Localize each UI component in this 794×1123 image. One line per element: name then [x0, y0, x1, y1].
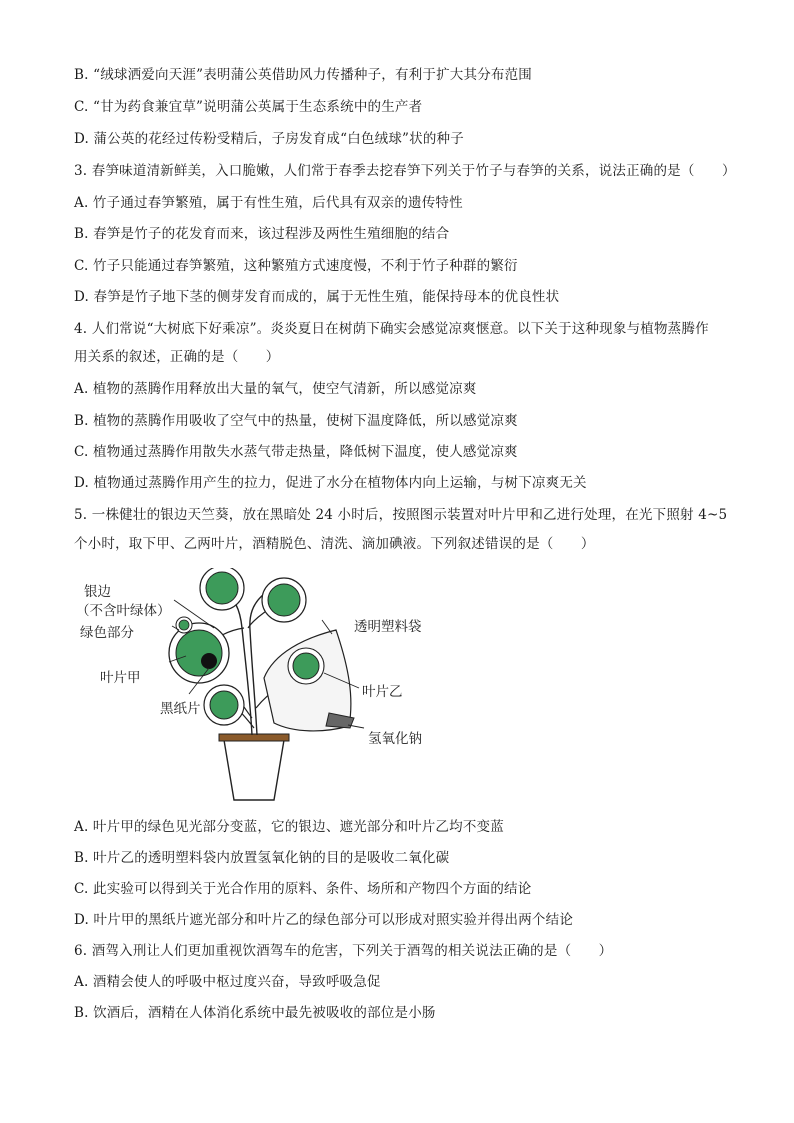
label-leaf-yi: 叶片乙 [362, 684, 403, 700]
option-3a: A. 竹子通过春笋繁殖，属于有性生殖，后代具有双亲的遗传特性 [74, 195, 463, 211]
pot-soil [219, 734, 289, 741]
label-plastic-bag: 透明塑料袋 [354, 619, 422, 635]
option-4c: C. 植物通过蒸腾作用散失水蒸气带走热量，降低树下温度，使人感觉凉爽 [74, 444, 518, 460]
option-4d: D. 植物通过蒸腾作用产生的拉力，促进了水分在植物体内向上运输，与树下凉爽无关 [74, 475, 587, 491]
option-5b: B. 叶片乙的透明塑料袋内放置氢氧化钠的目的是吸收二氧化碳 [74, 850, 450, 866]
label-naoh: 氢氧化钠 [368, 731, 422, 747]
leaf-yi [288, 648, 324, 684]
option-2d: D. 蒲公英的花经过传粉受精后，子房发育成“白色绒球”状的种子 [74, 131, 464, 147]
option-3b: B. 春笋是竹子的花发育而来，该过程涉及两性生殖细胞的结合 [74, 226, 450, 242]
question-3: 3. 春笋味道清新鲜美，入口脆嫩，人们常于春季去挖春笋下列关于竹子与春笋的关系，说法正确的是（ ） [74, 163, 736, 179]
option-3c: C. 竹子只能通过春笋繁殖，这种繁殖方式速度慢，不利于竹子种群的繁衍 [74, 258, 518, 274]
label-black-paper: 黑纸片 [160, 701, 201, 717]
question-6: 6. 酒驾入刑让人们更加重视饮酒驾车的危害，下列关于酒驾的相关说法正确的是（ ） [74, 943, 613, 959]
top-left-leaf [200, 568, 244, 610]
option-4a: A. 植物的蒸腾作用释放出大量的氧气，使空气清新，所以感觉凉爽 [74, 381, 477, 397]
label-leaf-jia: 叶片甲 [100, 670, 141, 686]
top-right-leaf [262, 578, 306, 622]
question-4-line1: 4. 人们常说“大树底下好乘凉”。炎炎夏日在树荫下确实会感觉凉爽惬意。以下关于这种现象与植物蒸腾作 [74, 321, 709, 337]
question-5-line1: 5. 一株健壮的银边天竺葵，放在黑暗处 24 小时后，按照图示装置对叶片甲和乙进行处理，在光下照射 4~5 [74, 507, 728, 523]
label-green-part: 绿色部分 [80, 625, 134, 641]
question-5-line2: 个小时，取下甲、乙两叶片，酒精脱色、清洗、滴加碘液。下列叙述错误的是（ ） [74, 536, 595, 552]
option-6b: B. 饮酒后，酒精在人体消化系统中最先被吸收的部位是小肠 [74, 1005, 436, 1021]
small-left-leaf [176, 617, 192, 633]
option-5c: C. 此实验可以得到关于光合作用的原料、条件、场所和产物四个方面的结论 [74, 881, 532, 897]
flower-pot [224, 740, 284, 800]
option-6a: A. 酒精会使人的呼吸中枢过度兴奋，导致呼吸急促 [74, 974, 381, 990]
option-5d: D. 叶片甲的黑纸片遮光部分和叶片乙的绿色部分可以形成对照实验并得出两个结论 [74, 912, 574, 928]
label-no-chlorophyll: （不含叶绿体） [76, 603, 171, 619]
option-2b: B. “绒球洒爱向天涯”表明蒲公英借助风力传播种子，有利于扩大其分布范围 [74, 67, 533, 83]
lower-leaf [204, 685, 244, 725]
option-4b: B. 植物的蒸腾作用吸收了空气中的热量，使树下温度降低，所以感觉凉爽 [74, 413, 518, 429]
leaf-jia [169, 623, 229, 683]
label-silver-edge: 银边 [84, 584, 111, 600]
question-4-line2: 用关系的叙述，正确的是（ ） [74, 349, 280, 365]
option-5a: A. 叶片甲的绿色见光部分变蓝，它的银边、遮光部分和叶片乙均不变蓝 [74, 819, 504, 835]
option-3d: D. 春笋是竹子地下茎的侧芽发育而成的，属于无性生殖，能保持母本的优良性状 [74, 289, 560, 305]
black-paper-patch [201, 653, 217, 669]
option-2c: C. “甘为药食兼宜草”说明蒲公英属于生态系统中的生产者 [74, 99, 423, 115]
